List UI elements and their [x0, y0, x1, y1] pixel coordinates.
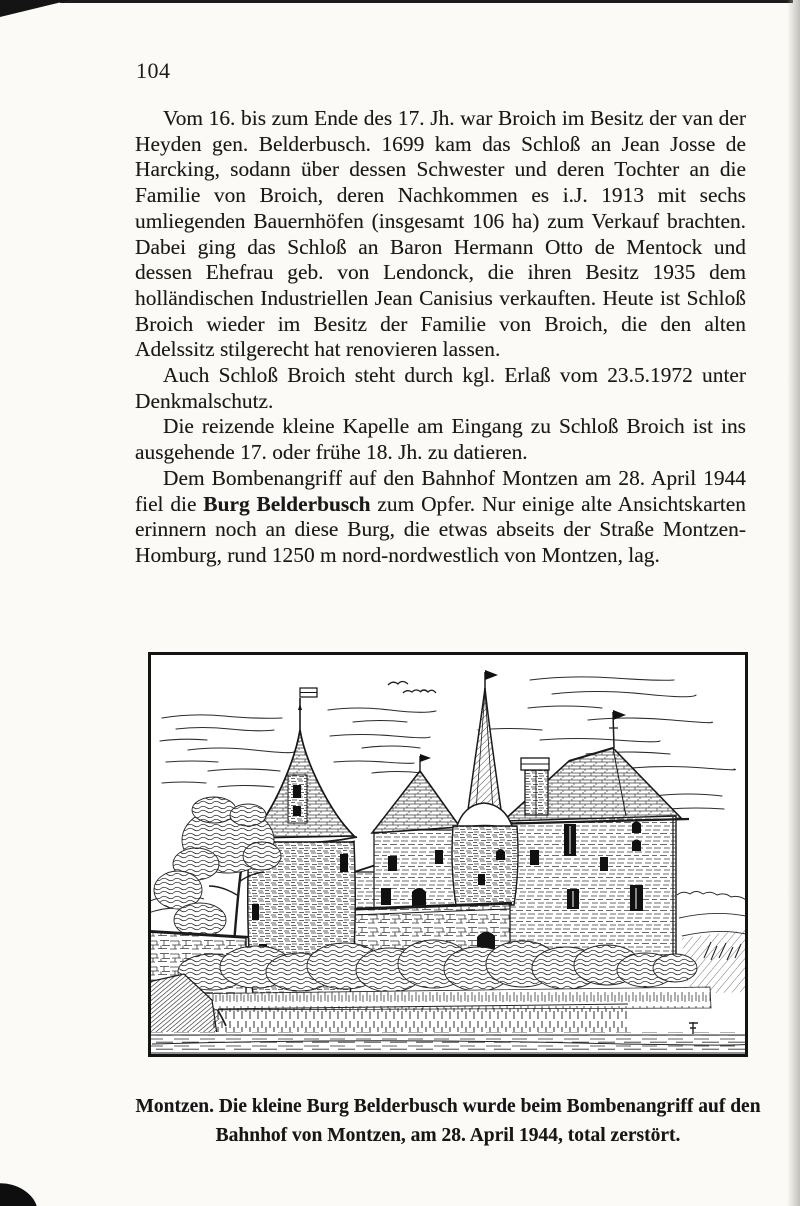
castle-illustration	[148, 652, 748, 1057]
text-after-bold: zum Opfer. Nur einige alte Ansichtskarten erinnern noch an diese Burg, die etwas abseits der Straße Montzen-Homburg, rund 1250 m nord-nordwestlich von Montzen, lag.	[135, 491, 746, 567]
scan-artifact-bottom-left	[0, 1176, 43, 1206]
scan-artifact-top-edge	[60, 0, 793, 3]
paragraph-denkmalschutz: Auch Schloß Broich steht durch kgl. Erlaß vom 23.5.1972 unter Denkmalschutz.	[135, 363, 746, 413]
castle-illustration-figure	[148, 652, 748, 1057]
text-before-bold: Dem Bombenangriff auf den Bahnhof Montzen am 28. April 1944 fiel die	[135, 465, 746, 516]
paragraph-kapelle: Die reizende kleine Kapelle am Eingang zu Schloß Broich ist ins ausgehende 17. oder frühe 18. Jh. zu datieren.	[135, 414, 746, 465]
paragraph-belderbusch	[135, 466, 746, 569]
scan-artifact-right-edge	[787, 0, 800, 1206]
body-text	[135, 106, 746, 569]
page-number: 104	[136, 58, 171, 83]
figure-caption: Montzen. Die kleine Burg Belderbusch wurde beim Bombenangriff auf den Bahnhof von Montzen, am 28. April 1944, total zerstört.	[135, 1096, 761, 1146]
scan-artifact-corner	[0, 0, 70, 17]
bold-burg-belderbusch: Burg Belderbusch	[203, 491, 371, 516]
chimney	[521, 758, 549, 815]
paragraph-broich-history: Vom 16. bis zum Ende des 17. Jh. war Broich im Besitz der van der Heyden gen. Belderbusch. 1699 kam das Schloß an Jean Josse de Harcking, sodann über dessen Schwester und deren Tochter an die Familie von Broich, deren Nachkommen es i.J. 1913 mit sechs umliegenden Bauernhöfen (insgesamt 106 ha) zum Verkauf brachten. Dabei ging das Schloß an Baron Hermann Otto de Mentock und dessen Ehefrau geb. von Lendonck, die ihren Besitz 1935 dem holländischen Industriellen Jean Canisius verkauften. Heute ist Schloß Broich wieder im Besitz der Familie von Broich, die den alten Adelssitz stilgerecht hat renovieren lassen.	[135, 106, 746, 362]
